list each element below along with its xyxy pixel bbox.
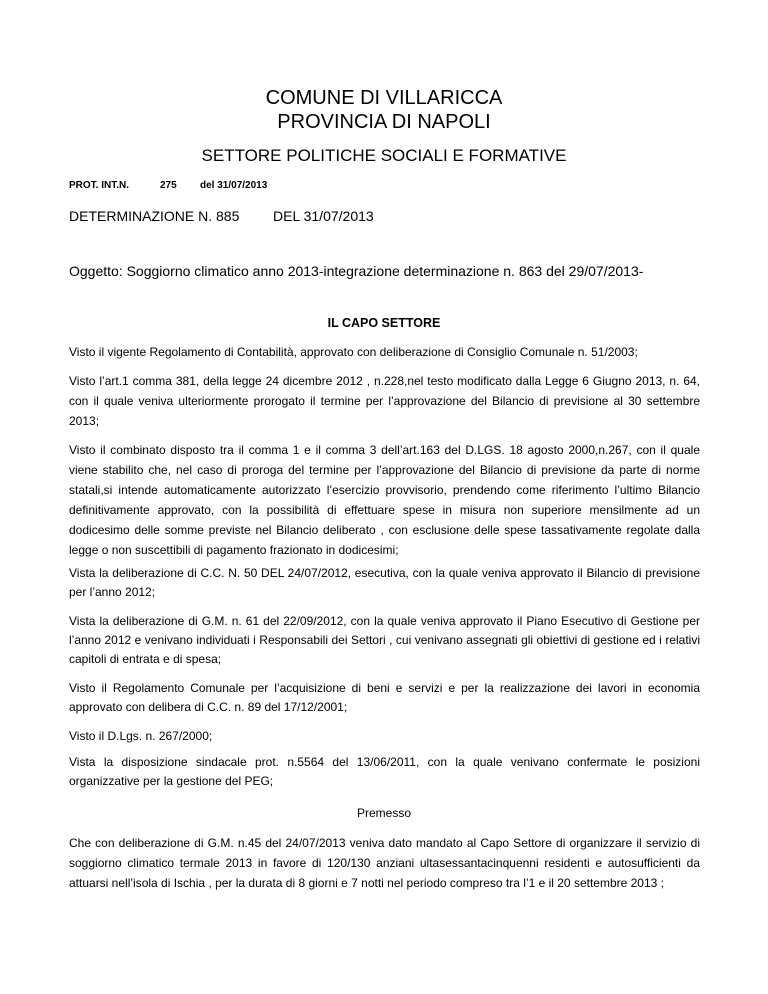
protocol-label: PROT. INT.N. xyxy=(69,180,130,191)
section-heading: IL CAPO SETTORE xyxy=(327,316,441,330)
paragraph-art-163: Visto il combinato disposto tra il comma 1 e il comma 3 dell’art.163 del D.LGS. 18 agosto 2000,n.267, con il quale viene stabilito che, nel caso di proroga del termine per l’approvazione del Bilancio di previsione da parte di norme statali,si intende automaticamente autorizzato l’esercizio provvisorio, prendendo come riferimento l’ultimo Bilancio definitivamente approvato, con la possibilità di effettuare spese in misura non superiore mensilmente ad un dodicesimo delle somme previste nel Bilancio deliberato , con esclusione delle spese tassativamente regolate dalla legge o non suscettibili di pagamento frazionato in dodicesimi; xyxy=(69,443,700,557)
protocol-number: 275 xyxy=(160,180,177,191)
paragraph-disposizione-sindacale: Vista la disposizione sindacale prot. n.5564 del 13/06/2011, con la quale venivano confermate le posizioni organizzative per la gestione del PEG; xyxy=(69,755,700,788)
paragraph-regolamento-contabilita: Visto il vigente Regolamento di Contabilità, approvato con deliberazione di Consiglio Comunale n. 51/2003; xyxy=(69,345,638,359)
paragraph-delibera-cc-50: Vista la deliberazione di C.C. N. 50 DEL 24/07/2012, esecutiva, con la quale veniva approvato il Bilancio di previsione per l’anno 2012; xyxy=(69,566,700,599)
comune-title: COMUNE DI VILLARICCA xyxy=(265,87,503,109)
paragraph-regolamento-comunale: Visto il Regolamento Comunale per l’acquisizione di beni e servizi e per la realizzazione dei lavori in economia approvato con delibera di C.C. n. 89 del 17/12/2001; xyxy=(69,681,700,714)
oggetto-line: Oggetto: Soggiorno climatico anno 2013-integrazione determinazione n. 863 del 29/07/2013- xyxy=(69,263,644,279)
paragraph-dlgs-267: Visto il D.Lgs. n. 267/2000; xyxy=(69,729,213,743)
determinazione-number: DETERMINAZIONE N. 885 xyxy=(69,208,240,224)
premesso-heading: Premesso xyxy=(356,806,412,820)
paragraph-delibera-gm-61: Vista la deliberazione di G.M. n. 61 del 22/09/2012, con la quale veniva approvato il Piano Esecutivo di Gestione per l’anno 2012 e venivano individuati i Responsabili dei Settori , cui venivano assegnati gli obiettivi di gestione ed i relativi capitoli di entrata e di spesa; xyxy=(69,614,700,666)
paragraph-legge-228: Visto l’art.1 comma 381, della legge 24 dicembre 2012 , n.228,nel testo modificato dalla Legge 6 Giugno 2013, n. 64, con il quale veniva ulteriormente prorogato il termine per l’approvazione del Bilancio di previsione al 30 settembre 2013; xyxy=(69,374,700,428)
provincia-title: PROVINCIA DI NAPOLI xyxy=(277,111,491,133)
paragraph-delibera-gm-45: Che con deliberazione di G.M. n.45 del 24/07/2013 veniva dato mandato al Capo Settore di organizzare il servizio di soggiorno climatico termale 2013 in favore di 120/130 anziani ultasessantacinquenni residenti e autosufficienti da attuarsi nell’isola di Ischia , per la durata di 8 giorni e 7 notti nel periodo compreso tra l’1 e il 20 settembre 2013 ; xyxy=(69,836,700,890)
settore-title: SETTORE POLITICHE SOCIALI E FORMATIVE xyxy=(201,146,567,165)
protocol-date: del 31/07/2013 xyxy=(200,180,268,191)
determinazione-date: DEL 31/07/2013 xyxy=(273,208,374,224)
